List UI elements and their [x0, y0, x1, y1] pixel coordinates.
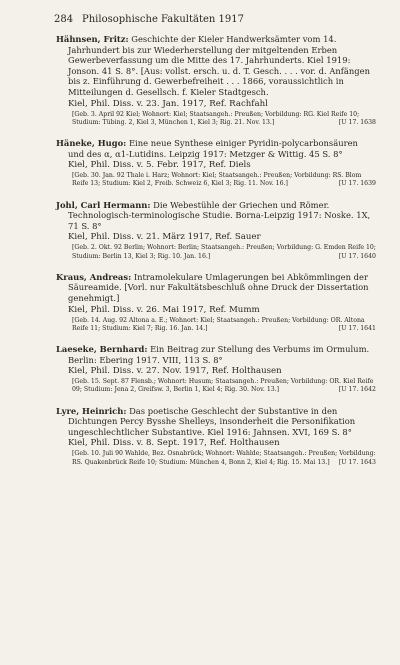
page-header	[56, 14, 376, 25]
entry-code: [U 17. 1641	[338, 324, 376, 332]
entry-code: [U 17. 1638	[338, 118, 376, 126]
page-number: 284	[54, 14, 74, 25]
entry-author: Häneke, Hugo:	[56, 137, 127, 148]
catalog-entry	[56, 34, 376, 127]
entry-text: Das poetische Geschlecht der Substantive in den Dichtungen Percy Bysshe Shelleys, insonderheit die Personifikation ungeschlechtlicher Substantive. Kiel 1916: Jahnsen. XVI, 169 S. 8°	[68, 405, 356, 437]
entry-vita	[72, 244, 376, 260]
entry-vita-text: [Geb. 2. Okt. 92 Berlin; Wohnort: Berlin; Staatsangeh.: Preußen; Vorbildung: G. Emden Reife 10; Studium: Berlin 13, Kiel 3; Rig. 10. Jan. 16.]	[72, 244, 376, 260]
entry-code: [U 17. 1640	[338, 252, 376, 260]
entry-main	[56, 200, 376, 232]
entry-author: Johl, Carl Hermann:	[56, 199, 151, 210]
entry-dissertation: Kiel, Phil. Diss. v. 26. Mai 1917, Ref. Mumm	[68, 304, 260, 315]
catalog-entry	[56, 272, 376, 333]
entry-code: [U 17. 1643	[338, 458, 376, 466]
entry-vita	[72, 172, 376, 188]
entry-vita-text: [Geb. 15. Sept. 87 Flensb.; Wohnort: Husum; Staatsangeh.: Preußen; Vorbildung: OR. Kiel Reife 09; Studium: Jena 2, Greifsw. 3, Berlin 1, Kiel 4; Rig. 30. Nov. 13.]	[72, 378, 374, 394]
entry-main	[56, 344, 376, 365]
page-title: Philosophische Fakultäten 1917	[82, 14, 244, 25]
catalog-entry	[56, 138, 376, 189]
entry-author: Hähnsen, Fritz:	[56, 34, 129, 44]
entry-author: Laeseke, Bernhard:	[56, 343, 148, 354]
entry-text: Die Webestühle der Griechen und Römer. Technologisch-terminologische Studie. Borna-Leipzig 1917: Noske. 1X, 71 S. 8°	[68, 199, 371, 231]
entry-vita	[72, 317, 376, 333]
entry-main	[56, 138, 376, 159]
entry-author: Kraus, Andreas:	[56, 271, 132, 282]
entry-dissertation: Kiel, Phil. Diss. v. 21. März 1917, Ref. Sauer	[68, 232, 261, 243]
catalog-entry	[56, 406, 376, 467]
entry-vita	[72, 450, 376, 466]
entry-code: [U 17. 1642	[338, 386, 376, 394]
entry-main	[56, 34, 376, 98]
entry-main	[56, 406, 376, 438]
entry-vita	[72, 111, 376, 127]
entry-dissertation: Kiel, Phil. Diss. v. 5. Febr. 1917, Ref. Diels	[68, 160, 251, 171]
entry-vita	[72, 378, 376, 394]
entry-vita-text: [Geb. 14. Aug. 92 Altona a. E.; Wohnort: Kiel; Staatsangeh.: Preußen; Vorbildung: OR. Altona Reife 11; Studium: Kiel 7; Rig. 16. Jan. 14.]	[72, 316, 365, 332]
entry-dissertation: Kiel, Phil. Diss. v. 27. Nov. 1917, Ref. Holthausen	[68, 366, 282, 377]
entry-text: Eine neue Synthese einiger Pyridin-polycarbonsäuren und des α, α1-Lutidins. Leipzig 1917: Metzger & Wittig. 45 S. 8°	[68, 137, 358, 159]
catalog-entry	[56, 200, 376, 261]
entry-vita-text: [Geb. 30. Jan. 92 Thale i. Harz; Wohnort: Kiel; Staatsangeh.: Preußen; Vorbildung: RS. Blom Reife 13; Studium: Kiel 2, Freib. Schweiz 6, Kiel 3; Rig. 11. Nov. 16.]	[72, 172, 362, 188]
entry-dissertation: Kiel, Phil. Diss. v. 8. Sept. 1917, Ref. Holthausen	[68, 438, 280, 449]
entry-dissertation: Kiel, Phil. Diss. v. 23. Jan. 1917, Ref. Rachfahl	[68, 98, 268, 109]
entry-code: [U 17. 1639	[338, 180, 376, 188]
catalog-entry	[56, 344, 376, 395]
entry-text: Geschichte der Kieler Handwerksämter vom 14. Jahrhundert bis zur Wiederherstellung der mitgeltenden Erben Gewerbeverfassung um die Mitte des 17. Jahrhunderts. Kiel 1919: Jonson. 41 S. 8°. [Aus: vollst. ersch. u. d. T. Gesch. . . . vor. d. Anfängen bis z. Einführung d. Gewerbefreiheit . . . 1866, voraussichtlich in Mitteilungen d. Gesellsch. f. Kieler Stadtgesch.	[68, 34, 370, 97]
entry-text: Ein Beitrag zur Stellung des Verbums im Ormulum. Berlin: Ebering 1917. VIII, 113 S. 8°	[68, 343, 370, 365]
entry-main	[56, 272, 376, 304]
entry-text: Intramolekulare Umlagerungen bei Abkömmlingen der Säureamide. [Vorl. nur Fakultätsbeschluß ohne Druck der Dissertation genehmigt.]	[68, 271, 369, 303]
entry-author: Lyre, Heinrich:	[56, 405, 127, 416]
entry-vita-text: [Geb. 10. Juli 90 Wahlde, Bez. Osnabrück; Wohnort: Wahlde; Staatsangeh.: Preußen; Vorbildung: RS. Quakenbrück Reife 10; Studium: München 4, Bonn 2, Kiel 4; Rig. 15. Mai 13.]	[72, 450, 376, 466]
entry-vita-text: [Geb. 3. April 92 Kiel; Wohnort: Kiel; Staatsangeh.: Preußen; Vorbildung: RG. Kiel Reife 10; Studium: Tübing. 2, Kiel 3, München 1, Kiel 3; Rig. 21. Nov. 13.]	[72, 110, 360, 126]
